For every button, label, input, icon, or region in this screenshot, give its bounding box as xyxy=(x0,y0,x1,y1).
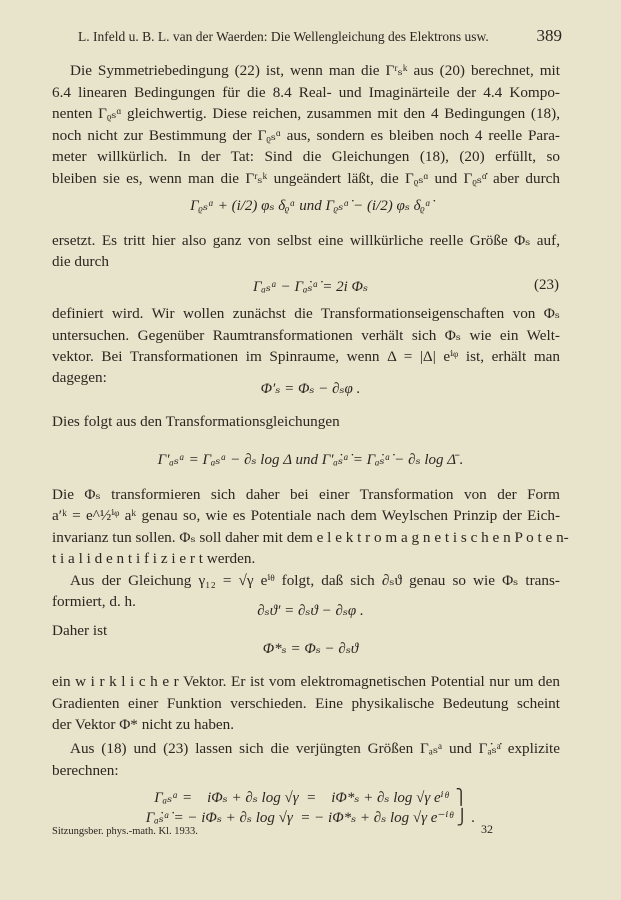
equation-phi-transform: Φ′ₛ = Φₛ − ∂ₛφ . xyxy=(260,381,361,397)
equation-gamma-transform: Γ′ₐₛᵃ = Γₐₛᵃ − ∂ₛ log Δ und Γ′ₐ̇ₛᵃ̇ = Γₐ̇ₛᵃ̇ − ∂ₛ log Δ̄ . xyxy=(157,452,464,468)
text-line: der Vektor Φ* nicht zu haben. xyxy=(52,716,235,733)
text-line: Dies folgt aus den Transformationsgleichungen xyxy=(52,413,340,430)
equation-23: Γₐₛᵃ − Γₐ̇ₛᵃ̇ = 2i Φₛ xyxy=(252,279,369,295)
running-title: L. Infeld u. B. L. van der Waerden: Die Wellengleichung des Elektrons usw. xyxy=(78,29,489,44)
footer-source: Sitzungsber. phys.-math. Kl. 1933. xyxy=(52,826,198,837)
text-line: ein w i r k l i c h e r Vektor. Er ist vom elektromagnetischen Potential nur um den xyxy=(52,673,560,690)
equation-number: (23) xyxy=(534,277,559,293)
text-line: die durch xyxy=(52,253,109,270)
text-line: formiert, d. h. xyxy=(52,593,136,610)
text-line: meter willkürlich. In der Tat: Sind die Gleichungen (18), (20) erfüllt, so xyxy=(52,148,560,165)
text-line: a′ᵏ = e^½ⁱᵠ aᵏ genau so, wie es Potentiale nach dem Weylschen Prinzip der Eich- xyxy=(52,507,560,524)
text-line: dagegen: xyxy=(52,369,107,386)
equation-phi-star: Φ*ₛ = Φₛ − ∂ₛϑ xyxy=(262,641,359,657)
page-number: 389 xyxy=(536,26,562,45)
text-line: noch nicht zur Bestimmung der Γᵨₛᵅ aus, sondern es bleiben noch 4 reelle Para- xyxy=(52,127,560,144)
text-line: Die Φₛ transformieren sich daher bei einer Transformation von der Form xyxy=(52,486,560,503)
text-line: nenten Γᵨₛᵅ gleichwertig. Diese reichen, zusammen mit den 4 Bedingungen (18), xyxy=(52,105,560,122)
text-line: Aus der Gleichung γ₁₂ = √γ eⁱᶿ folgt, daß sich ∂ₛϑ genau so wie Φₛ trans- xyxy=(70,572,560,589)
text-line: 6.4 linearen Bedingungen für die 8.4 Real- und Imaginärteile der 4.4 Kompo- xyxy=(52,84,560,101)
text-line: bleiben sie es, wenn man die Γʳₛᵏ ungeändert läßt, die Γᵨₛᵅ und Γᵨₛᵅ̇ aber durch xyxy=(52,170,560,187)
text-line: Aus (18) und (23) lassen sich die verjüngten Größen Γₐₛᵃ und Γₐ̇ₛᵃ̇ explizite xyxy=(70,740,560,757)
text-line: Gradienten einer Funktion verschieden. Eine physikalische Bedeutung scheint xyxy=(52,695,560,712)
text-line: ersetzt. Es tritt hier also ganz von selbst eine willkürliche reelle Größe Φₛ auf, xyxy=(52,232,560,249)
text-line: berechnen: xyxy=(52,762,119,779)
text-line: untersuchen. Gegenüber Raumtransformationen verhält sich Φₛ wie ein Welt- xyxy=(52,327,560,344)
equation-final-2: Γₐ̇ₛᵃ̇ = − iΦₛ + ∂ₛ log √γ = − iΦ*ₛ + ∂ₛ log √γ e⁻ⁱᶿ ⎭ . xyxy=(145,810,476,826)
equation-replacement: Γᵨₛᵅ + (i/2) φₛ δᵨᵅ und Γᵨₛᵅ̇ − (i/2) φₛ δᵨᵅ̇ xyxy=(190,198,431,214)
text-line: vektor. Bei Transformationen im Spinraume, wenn Δ = |Δ| eⁱᵠ ist, erhält man xyxy=(52,348,560,365)
text-line: definiert wird. Wir wollen zunächst die Transformationseigenschaften von Φₛ xyxy=(52,305,560,322)
text-line: Daher ist xyxy=(52,622,108,639)
equation-final-1: Γₐₛᵃ = iΦₛ + ∂ₛ log √γ = iΦ*ₛ + ∂ₛ log √γ eⁱᶿ ⎫ xyxy=(154,790,467,806)
signature-mark: 32 xyxy=(481,822,493,836)
text-line: t i a l i d e n t i f i z i e r t werden. xyxy=(52,550,256,567)
text-line: Die Symmetriebedingung (22) ist, wenn man die Γʳₛᵏ aus (20) berechnet, mit xyxy=(70,62,560,79)
text-line: invarianz tun sollen. Φₛ soll daher mit dem e l e k t r o m a g n e t i s c h e n P o t e n- xyxy=(52,529,569,546)
equation-theta-transform: ∂ₛϑ′ = ∂ₛϑ − ∂ₛφ . xyxy=(257,603,364,619)
running-header xyxy=(78,26,562,46)
